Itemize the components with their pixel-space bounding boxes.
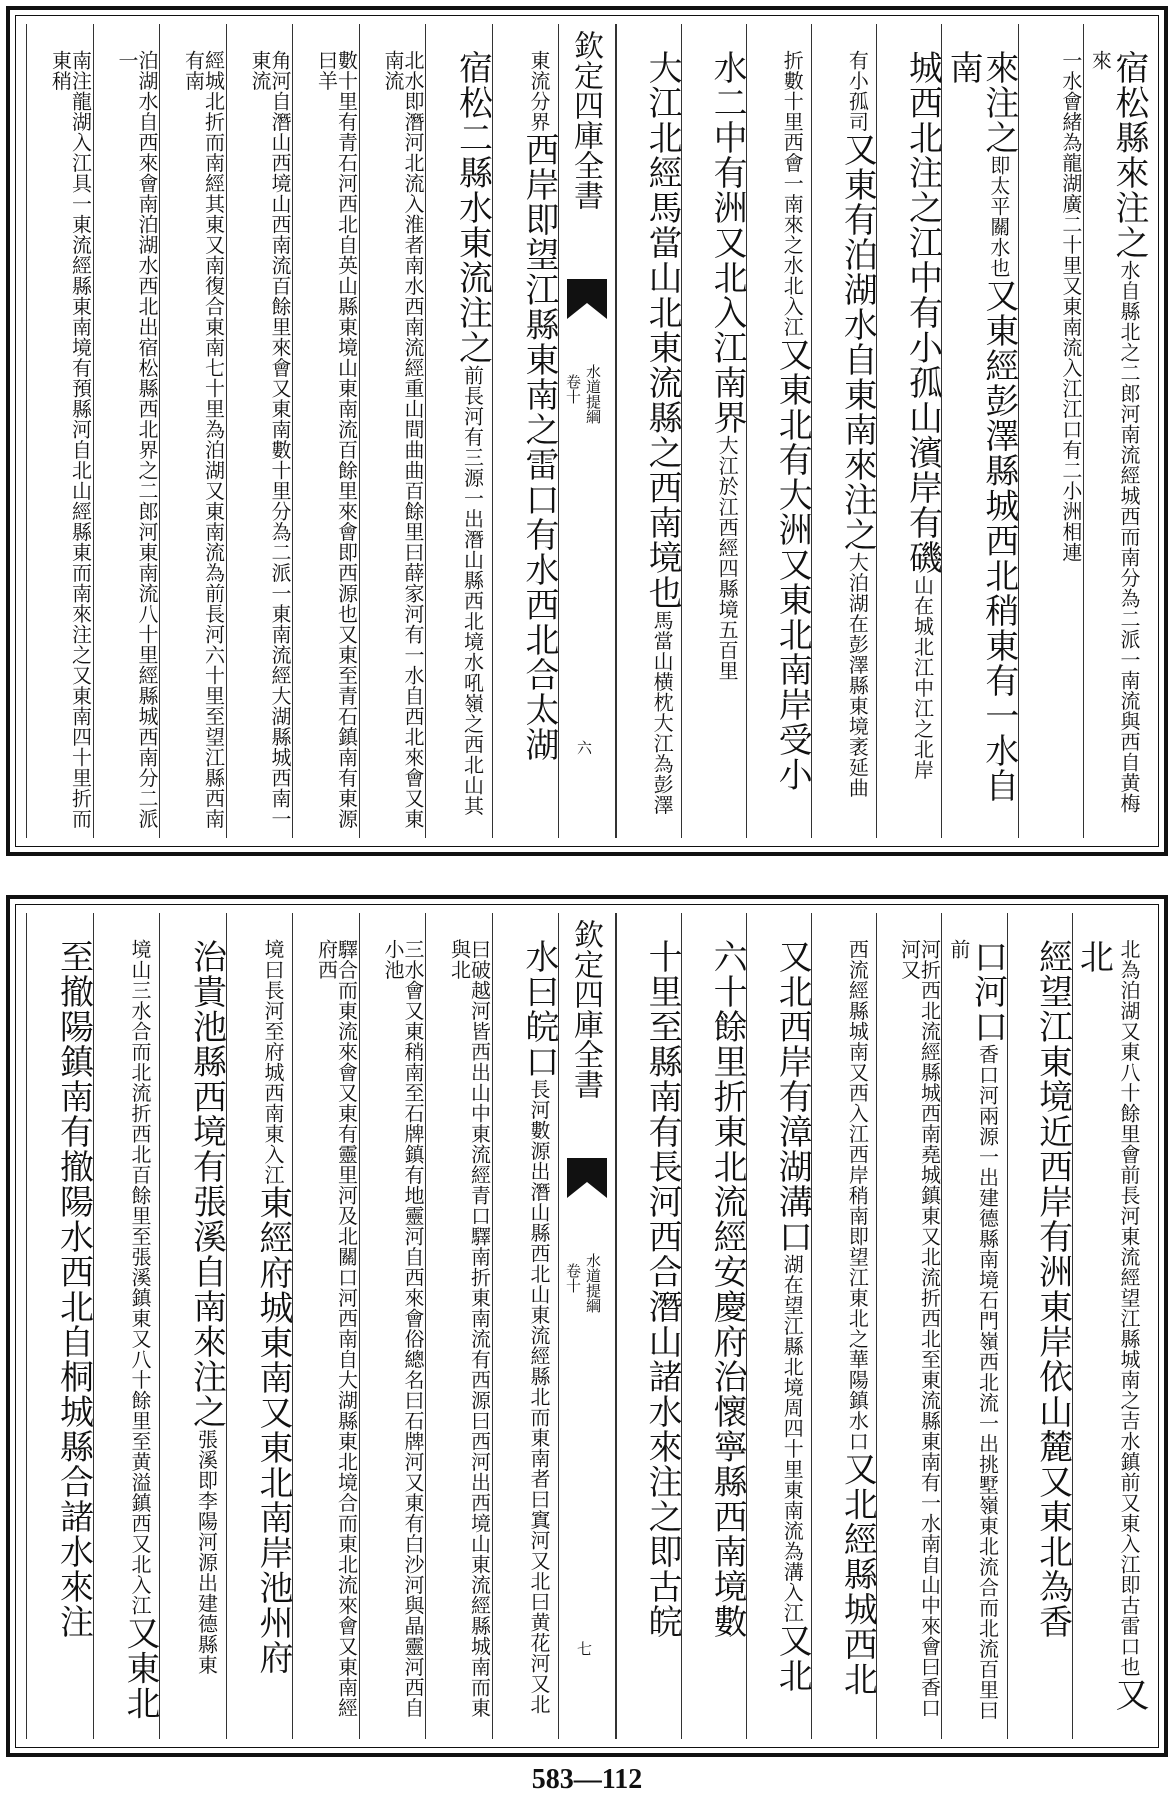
juan-label: 卷十 (564, 374, 582, 404)
text-column: 六十餘里折東北流經安慶府治懷寧縣西南境數 (681, 913, 746, 1739)
top-right-half (616, 24, 1148, 838)
center-margin (558, 913, 616, 1739)
text-column: 數十里有青石河西北自英山縣東境山東南流百餘里來會即西源也又東至青石鎮南有東源曰羊 (292, 24, 359, 838)
text-column: 一水會緒為龍湖廣二十里又東南流入江江口有二小洲相連 (1018, 24, 1083, 838)
top-columns (26, 24, 1148, 838)
page-number: 583—112 (531, 1764, 643, 1795)
text-column: 曰破越河皆西出山中東流經青口驛南折東南流有西源曰西河出西境山東流經縣城南而東與北 (425, 913, 492, 1739)
bottom-left-half (26, 913, 558, 1739)
book-title: 欽定四庫全書 (568, 30, 603, 210)
top-page (6, 6, 1168, 856)
fishtail-mark-icon (567, 279, 607, 319)
text-column: 經城北折而南經其東又南復合東南七十里為泊湖又東南流為前長河六十里至望江縣西南有南 (159, 24, 226, 838)
text-column: 宿松縣來注之水自縣北之二郎河南流經城西而南分為二派一南流與西自黄梅來 (1083, 24, 1148, 838)
section-label: 水道提綱 (584, 364, 602, 424)
text-column: 北水即潛河北流入淮者南水西南流經重山間曲曲百餘里曰薛家河有一水自西北來會又東南流 (359, 24, 426, 838)
text-column: 三水會又東稍南至石牌鎮有地靈河自西來會俗總名曰石牌河又東有白沙河與晶靈河西自小池 (359, 913, 426, 1739)
text-column: 水曰皖口長河數源出潛山縣西北山東流經縣北而東南者曰窴河又北曰黄花河又北 (492, 913, 559, 1739)
text-column: 水二中有洲又北入江南界大江於江西經四縣境五百里 (681, 24, 746, 838)
text-column: 西流經縣城南又西入江西岸稍南即望江東北之華陽鎮水口又北經縣城西北 (811, 913, 876, 1739)
text-column: 南注龍湖入江具一東流經縣東南境有預縣河自北山經縣東而南來注之又東南四十里折而東稍 (26, 24, 93, 838)
section-label: 水道提綱 (584, 1253, 602, 1313)
text-column: 治貴池縣西境有張溪自南來注之張溪即李陽河源出建德縣東 (159, 913, 226, 1739)
text-column: 宿松二縣水東流注之前長河有三源一出潛山縣西北境水吼嶺之西北山其 (425, 24, 492, 838)
bottom-page (6, 895, 1168, 1757)
juan-label: 卷十 (564, 1263, 582, 1293)
text-column: 大江北經馬當山北東流縣之西南境也馬當山横枕大江為彭澤 (616, 24, 681, 838)
text-column: 口河口香口河兩源一出建德縣南境石門嶺西北流一出挑墅嶺東北流合而北流百里曰前 (941, 913, 1006, 1739)
bottom-right-half (616, 913, 1148, 1739)
text-column: 至撤陽鎮南有撤陽水西北自桐城縣合諸水來注 (26, 913, 93, 1739)
text-column: 十里至縣南有長河西合潛山諸水來注之即古皖 (616, 913, 681, 1739)
fishtail-mark-icon (567, 1158, 607, 1198)
text-column: 河折西北流經縣城西南堯城鎮東又北流折西北至東流縣東南有一水南自山中來會曰香口河又 (876, 913, 941, 1739)
text-column: 北為泊湖又東八十餘里會前長河東流經望江縣城南之吉水鎮前又東入江即古雷口也又北 (1072, 913, 1148, 1739)
folio-number: 六 (577, 739, 593, 757)
folio-number: 七 (577, 1640, 593, 1658)
text-column: 境山三水合而北流折西北百餘里至張溪鎮東又八十餘里至黄溢鎮西又北入江又東北 (93, 913, 160, 1739)
text-column: 境曰長河至府城西南東入江東經府城東南又東北南岸池州府 (226, 913, 293, 1739)
text-column: 泊湖水自西來會南泊湖水西北出宿松縣西北界之二郎河東南流八十里經縣城西南分二派一 (93, 24, 160, 838)
text-column: 驛合而東流來會又東有靈里河及北關口河西南自大湖縣東北境合而東北流來會又東南經府西 (292, 913, 359, 1739)
text-column: 城西北注之江中有小孤山濱岸有磯山在城北江中江之北岸 (876, 24, 941, 838)
bottom-columns (26, 913, 1148, 1739)
text-column: 又北西岸有漳湖溝口湖在望江縣北境周四十里東南流為溝入江又北 (746, 913, 811, 1739)
center-margin (558, 24, 616, 838)
book-title: 欽定四庫全書 (568, 919, 603, 1099)
text-column: 東流分界西岸即望江縣東南之雷口有水西北合太湖 (492, 24, 559, 838)
text-column: 來注之即太平關水也又東經彭澤縣城西北稍東有一水自南 (941, 24, 1017, 838)
text-column: 角河自潛山西境山西南流百餘里來會又東南數十里分為二派一東南流經大湖縣城西南一東流 (226, 24, 293, 838)
top-left-half (26, 24, 558, 838)
text-column: 折數十里西會一南來之水北入江又東北有大洲又東北南岸受小 (746, 24, 811, 838)
text-column: 經望江東境近西岸有洲東岸依山麓又東北為香 (1007, 913, 1072, 1739)
text-column: 有小孤司又東有泊湖水自東南來注之大泊湖在彭澤縣東境袤延曲 (811, 24, 876, 838)
